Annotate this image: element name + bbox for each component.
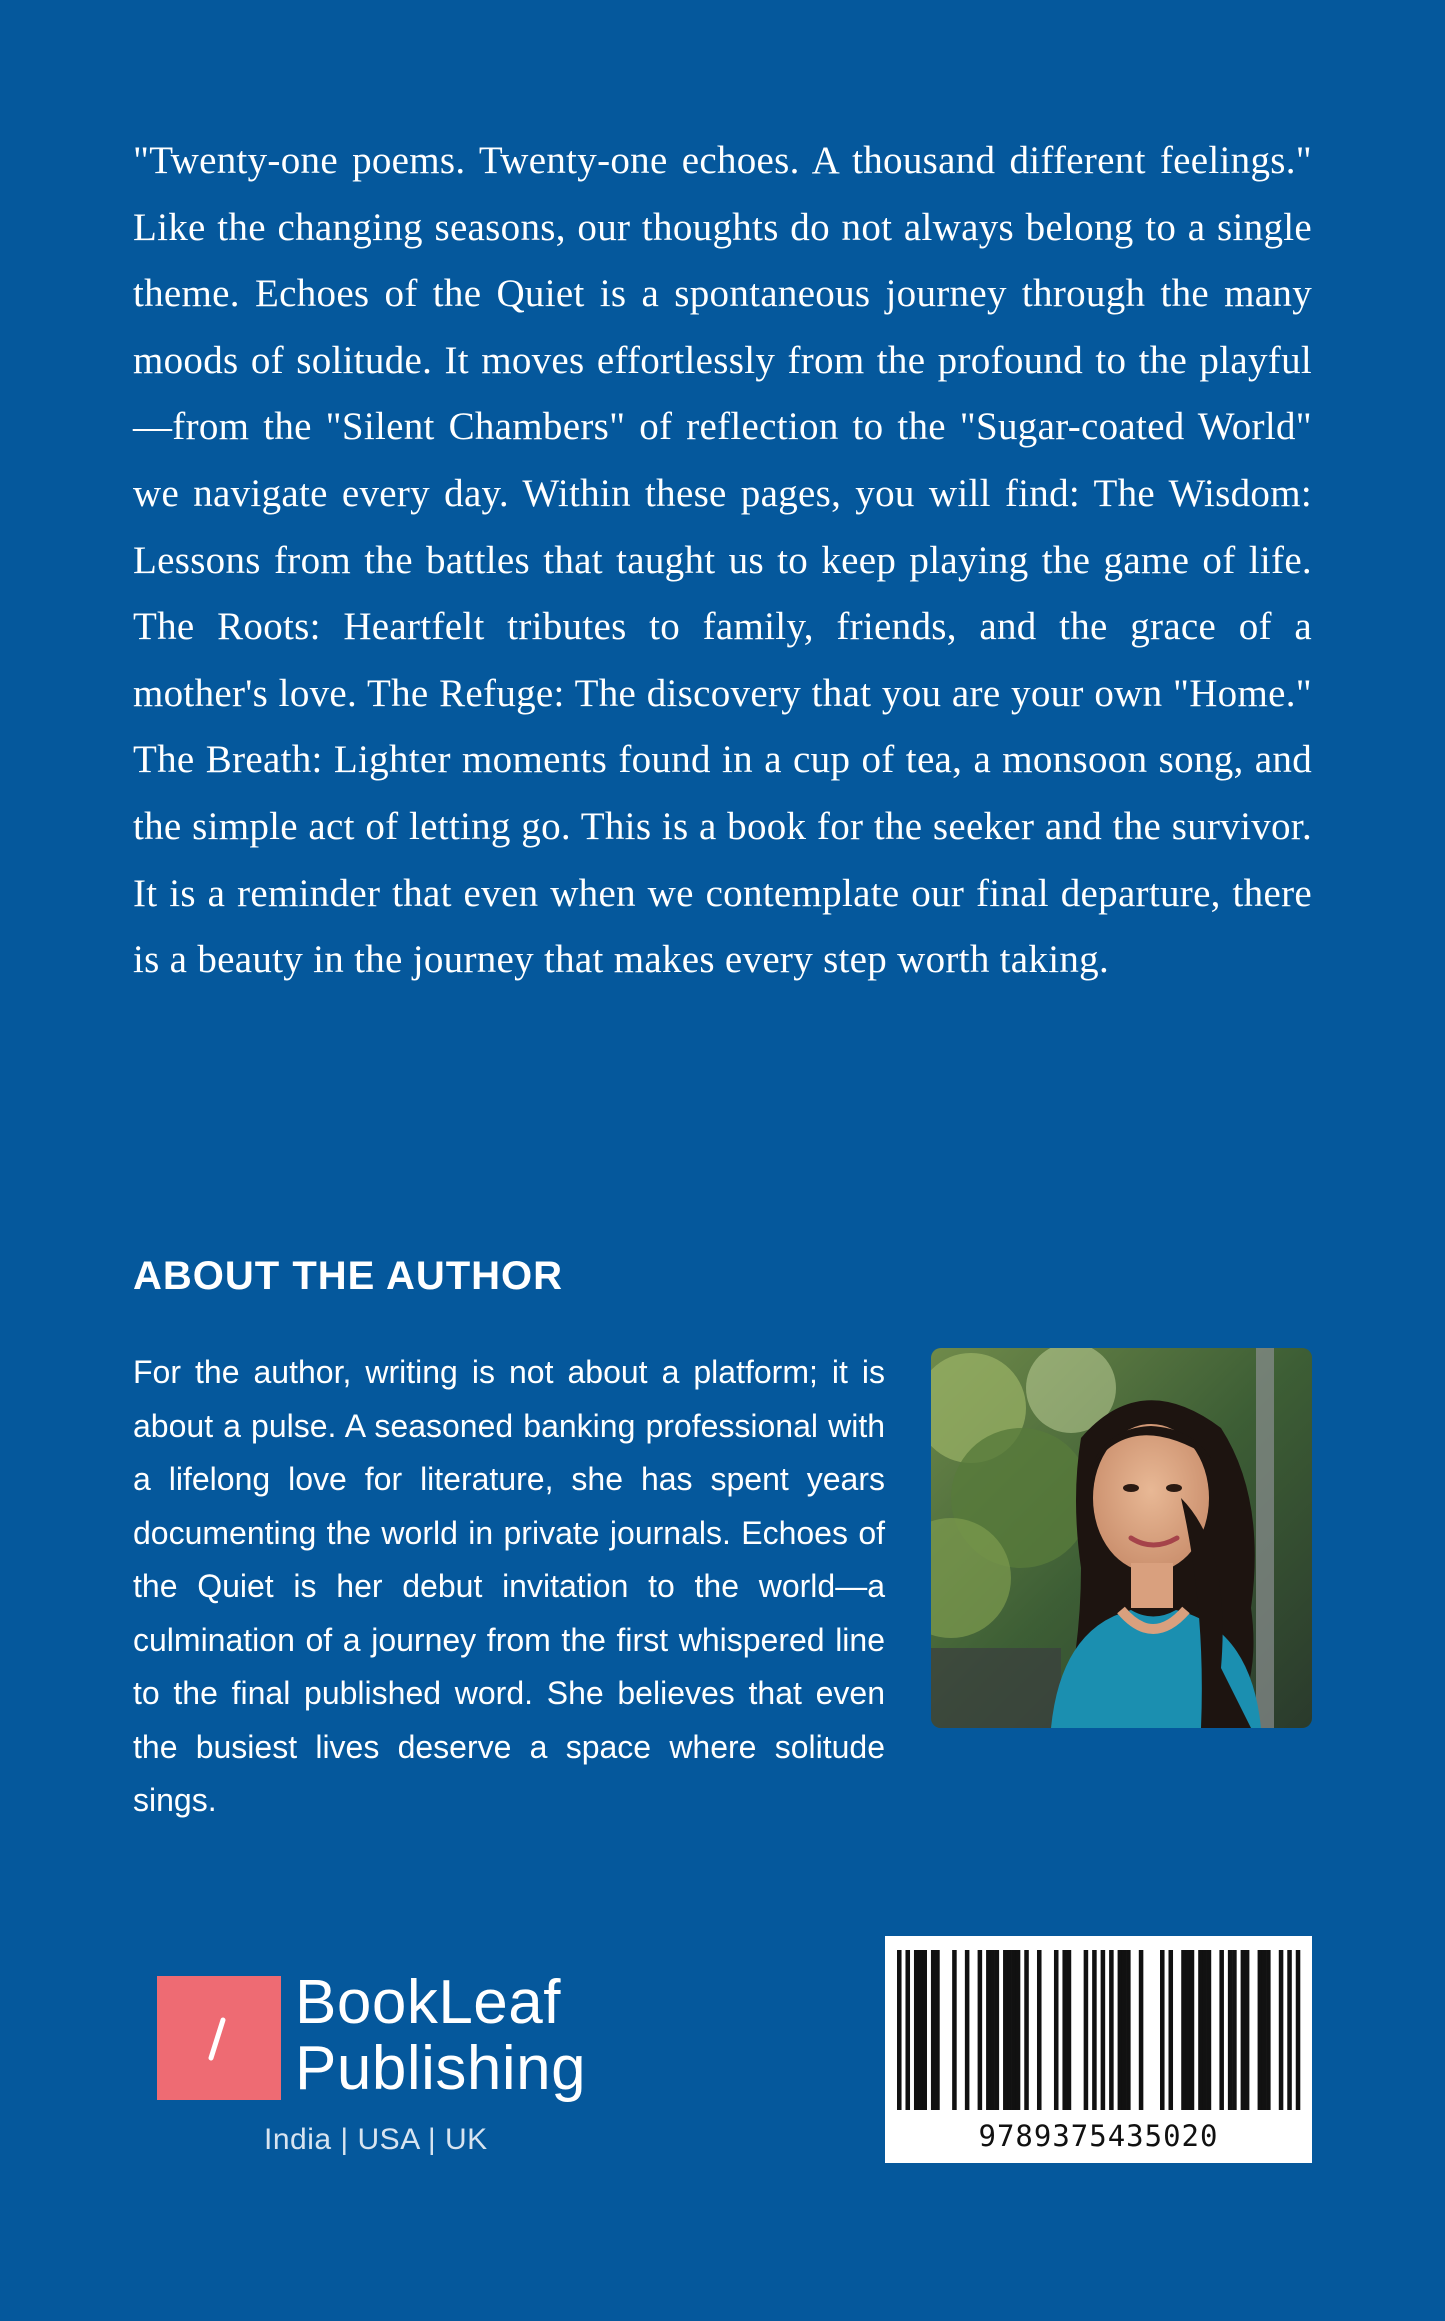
barcode-bar bbox=[1296, 1950, 1301, 2110]
barcode-bar bbox=[1258, 1950, 1263, 2110]
barcode-bar bbox=[1219, 1950, 1224, 2110]
barcode-bar bbox=[1062, 1950, 1067, 2110]
barcode-bar bbox=[931, 1950, 936, 2110]
book-blurb: "Twenty-one poems. Twenty-one echoes. A thousand different feelings." Like the changing seasons, our thoughts do not always belong to a single theme. Echoes of the Quiet is a spontaneous journey through the many moods of solitude. It moves effortlessly from the profound to the playful—from the "Silent Chambers" of reflection to the "Sugar-coated World" we navigate every day. Within these pages, you will find: The Wisdom: Lessons from the battles that taught us to keep playing the game of life. The Roots: Heartfelt tributes to family, friends, and the grace of a mother's love. The Refuge: The discovery that you are your own "Home." The Breath: Lighter moments found in a cup of tea, a monsoon song, and the simple act of letting go. This is a book for the seeker and the survivor. It is a reminder that even when we contemplate our final departure, there is a beauty in the journey that makes every step worth taking. bbox=[133, 139, 1312, 982]
barcode-bar bbox=[1232, 1950, 1237, 2110]
barcode-bar bbox=[897, 1950, 902, 2110]
barcode-bar bbox=[918, 1950, 923, 2110]
barcode-bar bbox=[1067, 1950, 1072, 2110]
barcode-bar bbox=[1262, 1950, 1267, 2110]
barcode-bar bbox=[1160, 1950, 1165, 2110]
publisher-name-line2: Publishing bbox=[295, 2034, 587, 2103]
slash-mark-icon bbox=[157, 1976, 281, 2100]
barcode-bar bbox=[1092, 1950, 1097, 2110]
barcode-bar bbox=[1198, 1950, 1203, 2110]
barcode-bar bbox=[1126, 1950, 1131, 2110]
barcode-bar bbox=[1287, 1950, 1292, 2110]
barcode-bar bbox=[1037, 1950, 1042, 2110]
barcode-bar bbox=[1202, 1950, 1207, 2110]
barcode-bar bbox=[978, 1950, 983, 2110]
barcode-bar bbox=[1185, 1950, 1190, 2110]
barcode-bar bbox=[1207, 1950, 1212, 2110]
barcode-bar bbox=[1007, 1950, 1012, 2110]
publisher-logo bbox=[157, 1970, 617, 2170]
publisher-regions: India | USA | UK bbox=[264, 2123, 488, 2156]
barcode-bar bbox=[1139, 1950, 1144, 2110]
barcode-bar bbox=[965, 1950, 970, 2110]
barcode-bar bbox=[1016, 1950, 1021, 2110]
barcode-bar bbox=[1266, 1950, 1271, 2110]
barcode-bar bbox=[986, 1950, 991, 2110]
barcode-bar bbox=[935, 1950, 940, 2110]
barcode-bar bbox=[995, 1950, 1000, 2110]
barcode-bar bbox=[1109, 1950, 1114, 2110]
barcode-bar bbox=[1279, 1950, 1284, 2110]
barcode-bar bbox=[1084, 1950, 1089, 2110]
publisher-name bbox=[295, 1970, 586, 2102]
publisher-name-line1: BookLeaf bbox=[295, 1968, 561, 2037]
barcode-bar bbox=[1190, 1950, 1195, 2110]
barcode-bar bbox=[914, 1950, 919, 2110]
barcode-bar bbox=[905, 1950, 910, 2110]
isbn-number: 9789375435020 bbox=[978, 2119, 1219, 2153]
barcode-bar bbox=[1012, 1950, 1017, 2110]
barcode-bar bbox=[1024, 1950, 1029, 2110]
barcode-bar bbox=[1181, 1950, 1186, 2110]
barcode-bar bbox=[1168, 1950, 1173, 2110]
barcode-bar bbox=[1003, 1950, 1008, 2110]
isbn-barcode bbox=[885, 1936, 1312, 2163]
barcode-bar bbox=[1054, 1950, 1059, 2110]
about-author-heading: ABOUT THE AUTHOR bbox=[133, 1254, 564, 1298]
barcode-bar bbox=[952, 1950, 957, 2110]
barcode-bar bbox=[1122, 1950, 1127, 2110]
barcode-bar bbox=[1118, 1950, 1123, 2110]
barcode-bar bbox=[1228, 1950, 1233, 2110]
barcode-bar bbox=[990, 1950, 995, 2110]
barcode-bar bbox=[1101, 1950, 1106, 2110]
barcode-bar bbox=[922, 1950, 927, 2110]
author-photo bbox=[931, 1348, 1312, 1728]
barcode-bar bbox=[1245, 1950, 1250, 2110]
about-author-text: For the author, writing is not about a platform; it is about a pulse. A seasoned banking professional with a lifelong love for literature, she has spent years documenting the world in private journals. Echoes of the Quiet is her debut invitation to the world—a culmination of a journey from the first whispered line to the final published word. She believes that even the busiest lives deserve a space where solitude sings. bbox=[133, 1354, 885, 1818]
barcode-bar bbox=[1241, 1950, 1246, 2110]
